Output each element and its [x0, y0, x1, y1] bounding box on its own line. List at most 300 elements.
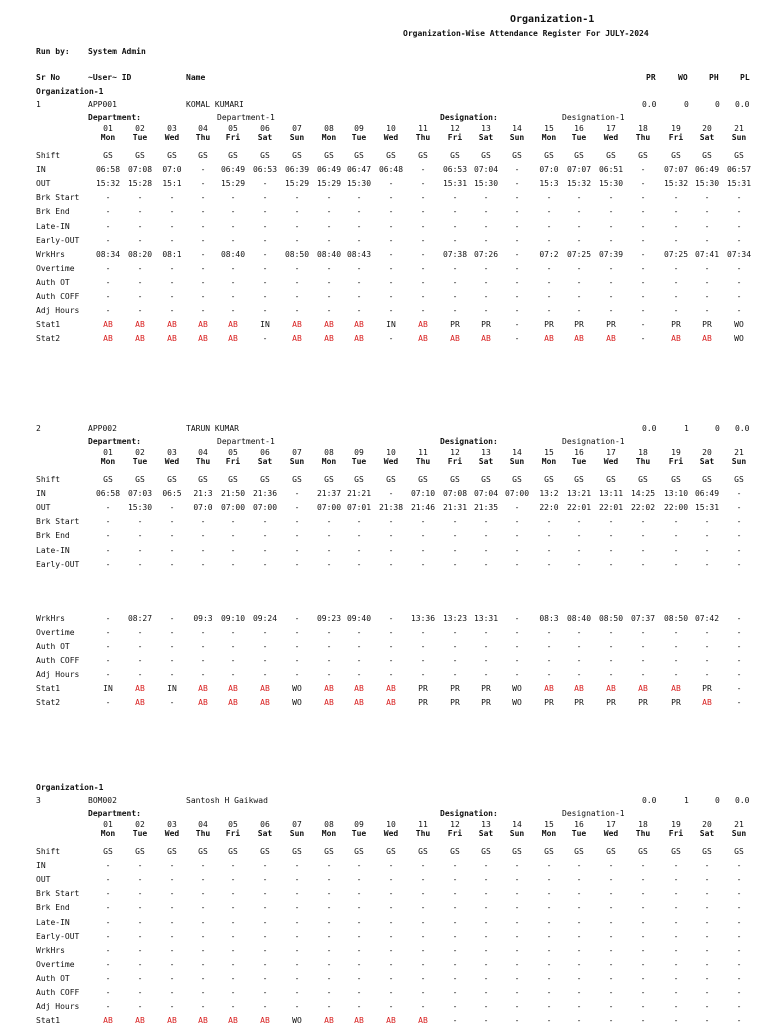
attendance-cell: - — [704, 1016, 710, 1025]
attendance-cell: - — [356, 931, 362, 941]
day-number: 09 — [354, 124, 364, 133]
row-label: Auth OT — [36, 277, 70, 287]
day-name: Sat — [257, 133, 273, 142]
attendance-cell: - — [262, 277, 268, 287]
attendance-cell: - — [137, 641, 143, 651]
attendance-cell: - — [608, 1002, 614, 1012]
attendance-cell: - — [640, 889, 646, 899]
attendance-cell: - — [294, 875, 300, 885]
attendance-cell: - — [704, 945, 710, 955]
attendance-cell: - — [137, 875, 143, 885]
attendance-cell: - — [356, 277, 362, 287]
attendance-cell: - — [169, 973, 175, 983]
attendance-cell: 07:07 — [566, 165, 592, 175]
attendance-cell: GS — [574, 847, 584, 856]
day-number: 19 — [671, 124, 681, 133]
attendance-cell: - — [200, 249, 206, 259]
attendance-cell: GS — [354, 475, 364, 484]
attendance-cell: - — [200, 988, 206, 997]
attendance-cell: GS — [481, 475, 491, 484]
attendance-cell: - — [514, 973, 520, 983]
day-number: 10 — [386, 820, 396, 829]
attendance-cell: - — [483, 545, 489, 555]
employee-id: BOM002 — [88, 796, 117, 805]
attendance-cell: - — [294, 931, 300, 941]
attendance-cell: - — [169, 277, 175, 287]
attendance-cell: 22:01 — [598, 503, 624, 513]
attendance-cell: - — [326, 221, 332, 231]
attendance-cell: - — [388, 489, 394, 499]
attendance-cell: - — [608, 277, 614, 287]
attendance-cell: - — [673, 1016, 679, 1025]
attendance-cell: 06:51 — [598, 165, 624, 175]
attendance-cell: - — [640, 277, 646, 287]
attendance-cell: AB — [135, 334, 145, 344]
attendance-cell: - — [105, 292, 111, 301]
attendance-cell: AB — [544, 684, 554, 694]
day-number: 17 — [606, 124, 616, 133]
attendance-cell: - — [420, 545, 426, 555]
attendance-cell: - — [546, 670, 552, 680]
run-by-value: System Admin — [88, 47, 146, 56]
attendance-cell: - — [514, 277, 520, 287]
day-number: 05 — [228, 124, 238, 133]
attendance-cell: - — [673, 988, 679, 997]
attendance-cell: - — [294, 945, 300, 955]
day-number: 17 — [606, 820, 616, 829]
attendance-cell: - — [736, 903, 742, 913]
attendance-cell: 08:43 — [346, 249, 372, 259]
attendance-cell: GS — [198, 475, 208, 484]
attendance-cell: - — [546, 627, 552, 637]
attendance-cell: - — [704, 656, 710, 665]
attendance-cell: - — [483, 627, 489, 637]
attendance-cell: - — [200, 931, 206, 941]
attendance-cell: AB — [135, 1016, 145, 1025]
day-name: Tue — [351, 133, 367, 142]
attendance-cell: 07:41 — [694, 249, 720, 259]
attendance-cell: - — [420, 641, 426, 651]
attendance-cell: - — [546, 207, 552, 217]
attendance-cell: - — [200, 179, 206, 189]
attendance-cell: - — [673, 263, 679, 273]
attendance-cell: - — [294, 988, 300, 997]
attendance-cell: - — [294, 489, 300, 499]
attendance-cell: AB — [135, 684, 145, 694]
day-number: 13 — [481, 124, 491, 133]
attendance-cell: 06:49 — [694, 165, 720, 175]
day-number: 11 — [418, 820, 428, 829]
attendance-cell: GS — [734, 847, 744, 856]
attendance-cell: - — [514, 861, 520, 871]
attendance-cell: - — [483, 277, 489, 287]
row-label: Auth OT — [36, 973, 70, 983]
day-name: Wed — [603, 133, 619, 142]
attendance-cell: - — [356, 973, 362, 983]
attendance-cell: 07:08 — [127, 165, 153, 175]
attendance-cell: - — [230, 559, 236, 569]
attendance-cell: - — [704, 973, 710, 983]
attendance-cell: - — [640, 559, 646, 569]
row-label: Auth COFF — [36, 988, 80, 997]
day-name: Tue — [132, 829, 148, 838]
attendance-cell: - — [546, 945, 552, 955]
attendance-cell: - — [514, 931, 520, 941]
attendance-cell: - — [294, 235, 300, 245]
attendance-cell: 07:2 — [539, 249, 559, 259]
attendance-cell: GS — [167, 847, 177, 856]
attendance-cell: - — [576, 959, 582, 969]
attendance-cell: 21:21 — [346, 489, 372, 499]
attendance-cell: - — [105, 613, 111, 623]
attendance-cell: - — [514, 641, 520, 651]
day-name: Fri — [668, 829, 684, 838]
attendance-cell: 08:40 — [220, 249, 246, 259]
attendance-cell: - — [294, 221, 300, 231]
day-name: Tue — [571, 829, 587, 838]
attendance-cell: 09:40 — [346, 613, 372, 623]
attendance-cell: - — [137, 306, 143, 316]
attendance-cell: - — [262, 641, 268, 651]
attendance-cell: - — [262, 531, 268, 541]
attendance-cell: - — [576, 207, 582, 217]
report-subtitle: Organization-Wise Attendance Register For JULY-2024 — [403, 29, 649, 38]
attendance-cell: GS — [354, 847, 364, 856]
attendance-cell: - — [546, 959, 552, 969]
attendance-cell: 15:32 — [566, 179, 592, 189]
attendance-cell: AB — [167, 320, 177, 330]
attendance-cell: - — [608, 917, 614, 927]
attendance-cell: - — [200, 861, 206, 871]
attendance-cell: - — [704, 988, 710, 997]
attendance-cell: - — [640, 656, 646, 665]
attendance-cell: - — [230, 861, 236, 871]
attendance-cell: - — [169, 627, 175, 637]
day-number: 21 — [734, 448, 744, 457]
attendance-cell: AB — [228, 1016, 238, 1025]
day-name: Wed — [383, 133, 399, 142]
attendance-cell: GS — [512, 847, 522, 856]
designation-value: Designation-1 — [562, 809, 625, 818]
attendance-cell: - — [514, 670, 520, 680]
day-name: Thu — [635, 829, 651, 838]
attendance-cell: 15:29 — [316, 179, 342, 189]
attendance-cell: GS — [135, 847, 145, 856]
attendance-cell: - — [294, 559, 300, 569]
day-name: Fri — [447, 133, 463, 142]
attendance-cell: - — [736, 277, 742, 287]
attendance-cell: - — [230, 221, 236, 231]
day-name: Sat — [478, 457, 494, 466]
attendance-cell: - — [640, 1002, 646, 1012]
attendance-cell: - — [356, 545, 362, 555]
attendance-cell: - — [704, 263, 710, 273]
attendance-cell: AB — [324, 684, 334, 694]
day-number: 15 — [544, 448, 554, 457]
attendance-cell: - — [137, 959, 143, 969]
attendance-cell: 08:50 — [284, 249, 310, 259]
attendance-cell: - — [326, 292, 332, 301]
attendance-cell: - — [452, 945, 458, 955]
attendance-cell: GS — [418, 847, 428, 856]
attendance-cell: - — [356, 263, 362, 273]
attendance-cell: - — [356, 988, 362, 997]
day-name: Fri — [447, 829, 463, 838]
row-label: Late-IN — [36, 917, 70, 927]
attendance-cell: - — [169, 945, 175, 955]
attendance-cell: - — [105, 263, 111, 273]
attendance-cell: - — [230, 656, 236, 665]
attendance-cell: - — [105, 917, 111, 927]
day-name: Mon — [321, 133, 337, 142]
col-sr-no: Sr No — [36, 73, 61, 82]
attendance-cell: - — [294, 903, 300, 913]
attendance-cell: - — [483, 861, 489, 871]
attendance-cell: GS — [103, 475, 113, 484]
attendance-cell: - — [452, 931, 458, 941]
attendance-cell: - — [230, 277, 236, 287]
attendance-cell: GS — [512, 151, 522, 160]
report-org-title: Organization-1 — [510, 14, 595, 25]
attendance-cell: - — [326, 889, 332, 899]
day-number: 16 — [574, 124, 584, 133]
attendance-cell: AB — [198, 1016, 208, 1025]
attendance-cell: - — [294, 670, 300, 680]
attendance-cell: AB — [544, 334, 554, 344]
attendance-cell: - — [514, 235, 520, 245]
attendance-cell: - — [673, 292, 679, 301]
attendance-cell: - — [169, 1002, 175, 1012]
attendance-cell: - — [546, 988, 552, 997]
attendance-cell: - — [576, 277, 582, 287]
attendance-cell: - — [673, 277, 679, 287]
attendance-cell: - — [420, 875, 426, 885]
day-number: 13 — [481, 448, 491, 457]
attendance-cell: - — [388, 959, 394, 969]
attendance-cell: - — [736, 613, 742, 623]
attendance-cell: - — [736, 207, 742, 217]
attendance-cell: 07:00 — [220, 503, 246, 513]
attendance-cell: 07:34 — [726, 249, 752, 259]
day-number: 08 — [324, 820, 334, 829]
attendance-cell: - — [483, 531, 489, 541]
attendance-cell: - — [640, 861, 646, 871]
attendance-cell: - — [736, 670, 742, 680]
attendance-cell: - — [736, 931, 742, 941]
attendance-cell: - — [420, 670, 426, 680]
attendance-cell: - — [420, 517, 426, 527]
attendance-cell: - — [640, 193, 646, 203]
attendance-cell: - — [294, 263, 300, 273]
attendance-cell: - — [169, 875, 175, 885]
attendance-cell: AB — [260, 1016, 270, 1025]
day-name: Mon — [100, 457, 116, 466]
attendance-cell: 08:50 — [663, 613, 689, 623]
attendance-cell: - — [546, 973, 552, 983]
attendance-cell: - — [452, 988, 458, 997]
attendance-cell: - — [420, 903, 426, 913]
attendance-cell: - — [640, 517, 646, 527]
attendance-cell: - — [356, 1002, 362, 1012]
attendance-cell: 06:47 — [346, 165, 372, 175]
attendance-cell: AB — [354, 1016, 364, 1025]
attendance-cell: GS — [702, 151, 712, 160]
attendance-cell: GS — [638, 475, 648, 484]
attendance-cell: 15:30 — [694, 179, 720, 189]
attendance-cell: - — [514, 656, 520, 665]
attendance-cell: - — [673, 235, 679, 245]
attendance-cell: - — [673, 945, 679, 955]
attendance-cell: - — [169, 931, 175, 941]
attendance-cell: WO — [512, 684, 522, 694]
employee-sr: 2 — [36, 424, 41, 433]
attendance-cell: - — [388, 277, 394, 287]
attendance-cell: - — [736, 263, 742, 273]
attendance-cell: - — [326, 959, 332, 969]
col-wo: WO — [678, 73, 688, 82]
row-label: Brk End — [36, 903, 70, 913]
attendance-cell: 14:25 — [630, 489, 656, 499]
day-name: Mon — [541, 133, 557, 142]
attendance-cell: - — [483, 670, 489, 680]
attendance-cell: - — [546, 861, 552, 871]
day-name: Mon — [321, 457, 337, 466]
attendance-cell: PR — [606, 698, 616, 708]
attendance-cell: - — [546, 875, 552, 885]
attendance-cell: AB — [386, 1016, 396, 1025]
attendance-cell: - — [640, 334, 646, 344]
attendance-cell: - — [452, 917, 458, 927]
attendance-cell: - — [514, 517, 520, 527]
attendance-cell: - — [452, 193, 458, 203]
attendance-cell: PR — [574, 320, 584, 330]
attendance-cell: - — [736, 959, 742, 969]
attendance-cell: - — [640, 306, 646, 316]
attendance-cell: GS — [167, 475, 177, 484]
row-label: Brk Start — [36, 889, 80, 899]
attendance-cell: - — [230, 670, 236, 680]
attendance-cell: - — [546, 889, 552, 899]
department-label: Department: — [88, 437, 141, 446]
attendance-cell: - — [608, 193, 614, 203]
row-label: Adj Hours — [36, 306, 80, 316]
attendance-cell: GS — [734, 151, 744, 160]
attendance-cell: AB — [135, 698, 145, 708]
row-label: IN — [36, 165, 46, 175]
attendance-cell: GS — [324, 847, 334, 856]
attendance-cell: - — [326, 875, 332, 885]
attendance-cell: - — [356, 559, 362, 569]
attendance-cell: 08:50 — [598, 613, 624, 623]
attendance-cell: - — [356, 889, 362, 899]
attendance-cell: - — [576, 263, 582, 273]
attendance-cell: - — [483, 517, 489, 527]
attendance-cell: - — [483, 221, 489, 231]
row-label: Brk End — [36, 207, 70, 217]
attendance-cell: - — [546, 517, 552, 527]
attendance-cell: - — [388, 292, 394, 301]
day-name: Mon — [100, 829, 116, 838]
attendance-cell: - — [452, 306, 458, 316]
day-name: Mon — [541, 829, 557, 838]
attendance-cell: - — [736, 945, 742, 955]
attendance-cell: - — [608, 221, 614, 231]
attendance-cell: - — [673, 306, 679, 316]
attendance-cell: - — [356, 903, 362, 913]
attendance-cell: - — [608, 861, 614, 871]
designation-label: Designation: — [440, 113, 498, 122]
attendance-cell: - — [704, 517, 710, 527]
attendance-cell: - — [514, 207, 520, 217]
col-name: Name — [186, 73, 206, 82]
attendance-cell: AB — [167, 1016, 177, 1025]
attendance-cell: GS — [292, 847, 302, 856]
attendance-cell: - — [608, 531, 614, 541]
day-number: 04 — [198, 820, 208, 829]
day-number: 04 — [198, 124, 208, 133]
attendance-cell: - — [640, 320, 646, 330]
attendance-cell: - — [640, 179, 646, 189]
attendance-cell: IN — [167, 684, 177, 694]
day-name: Sat — [257, 829, 273, 838]
attendance-cell: - — [736, 1016, 742, 1025]
attendance-cell: - — [356, 861, 362, 871]
attendance-cell: - — [576, 306, 582, 316]
attendance-cell: - — [673, 875, 679, 885]
attendance-cell: AB — [103, 320, 113, 330]
attendance-cell: - — [420, 306, 426, 316]
attendance-cell: - — [262, 903, 268, 913]
attendance-cell: - — [483, 207, 489, 217]
attendance-cell: - — [169, 503, 175, 513]
summary-wo: 1 — [684, 796, 689, 805]
attendance-cell: GS — [292, 151, 302, 160]
attendance-cell: AB — [418, 334, 428, 344]
attendance-cell: - — [262, 193, 268, 203]
attendance-cell: GS — [354, 151, 364, 160]
attendance-cell: - — [105, 903, 111, 913]
attendance-cell: - — [388, 613, 394, 623]
attendance-cell: - — [514, 1002, 520, 1012]
attendance-cell: - — [483, 903, 489, 913]
attendance-cell: - — [294, 656, 300, 665]
attendance-cell: GS — [512, 475, 522, 484]
attendance-cell: AB — [198, 698, 208, 708]
row-label: Shift — [36, 475, 61, 484]
attendance-cell: - — [736, 531, 742, 541]
row-label: WrkHrs — [36, 249, 65, 259]
attendance-cell: - — [137, 945, 143, 955]
org-group-header: Organization-1 — [36, 87, 104, 96]
day-number: 19 — [671, 448, 681, 457]
attendance-cell: - — [608, 235, 614, 245]
attendance-cell: - — [576, 517, 582, 527]
attendance-cell: 07:04 — [473, 489, 499, 499]
attendance-cell: GS — [450, 151, 460, 160]
attendance-cell: - — [388, 917, 394, 927]
attendance-cell: 21:31 — [442, 503, 468, 513]
attendance-cell: - — [262, 221, 268, 231]
attendance-cell: - — [230, 627, 236, 637]
attendance-cell: - — [704, 292, 710, 301]
attendance-cell: - — [388, 641, 394, 651]
day-number: 21 — [734, 124, 744, 133]
day-number: 17 — [606, 448, 616, 457]
attendance-cell: - — [420, 179, 426, 189]
attendance-cell: - — [452, 973, 458, 983]
attendance-cell: - — [608, 207, 614, 217]
attendance-cell: - — [576, 988, 582, 997]
